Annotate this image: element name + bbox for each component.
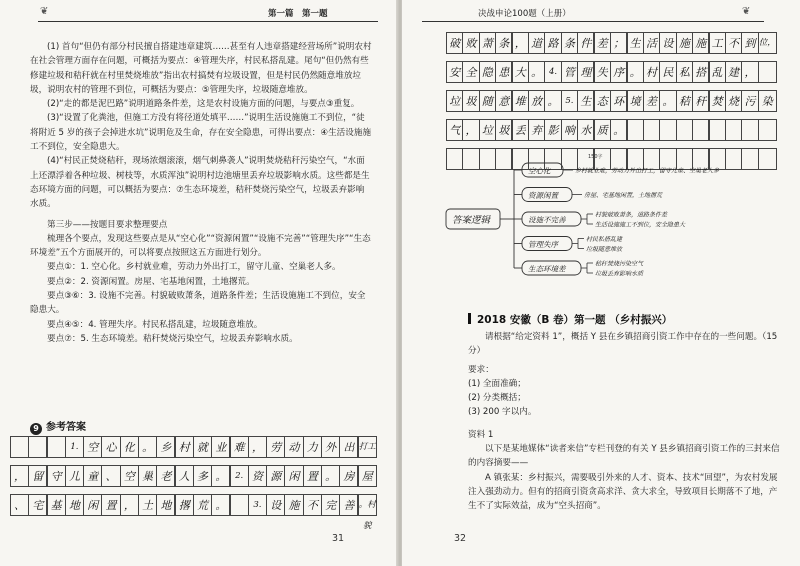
grid-cell: 业	[211, 436, 230, 458]
grid-cell: 心	[101, 436, 120, 458]
grid-cell: 水	[577, 119, 594, 141]
grid-cell: 置	[101, 494, 120, 516]
grid-cell: 撂	[175, 494, 194, 516]
grid-cell: 活	[643, 32, 660, 54]
grid-cell: 秆	[692, 90, 709, 112]
grid-cell	[758, 61, 777, 83]
grid-cell: 生	[627, 32, 644, 54]
answer-number: 9	[30, 423, 42, 435]
analysis-paragraph: (4)“村民正焚烧秸秆，现场浓烟滚滚，烟气刺鼻袭人”说明焚烧秸秆污染空气，“水面上还漂浮着各种垃圾、树枝等，水质浑浊”说明村边池塘里丢弃垃圾影响水质。这些都是生态环境方面的问题，可以概括为要点：⑦生态环境差，秸秆焚烧污染空气，垃圾丢弃影响水质。	[30, 156, 370, 210]
requirement-item: (3) 200 字以内。	[468, 407, 537, 418]
detail-text: 房屋、宅基地闲置，土地撂荒	[584, 192, 663, 199]
grid-cell: 多	[193, 465, 212, 487]
grid-cell: ，	[120, 494, 139, 516]
grid-cell: 。	[627, 61, 644, 83]
grid-cell: 管	[561, 61, 578, 83]
grid-cell: 资	[248, 465, 267, 487]
grid-cell: 乱	[709, 61, 726, 83]
grid-cell: 设	[659, 32, 676, 54]
grid-cell: 4.	[544, 61, 561, 83]
grid-cell: 污	[741, 90, 758, 112]
branch-label: 设施不完善	[528, 215, 566, 225]
grid-cell: 秸	[676, 90, 693, 112]
grid-cell: 就	[193, 436, 212, 458]
grid-cell: 宅	[28, 494, 47, 516]
grid-cell	[741, 119, 758, 141]
grid-cell: 。	[659, 90, 676, 112]
step-intro: 梳理各个要点，发现这些要点是从“空心化”“资源闲置”“设施不完善”“管理失序”“生态环境差”五个方面展开的，可以将要点按照这五方面进行划分。	[30, 233, 371, 259]
grid-cell: 施	[284, 494, 303, 516]
leaf-ornament-icon: ❦	[742, 6, 751, 17]
grid-cell: 施	[676, 32, 693, 54]
grid-cell: 力	[303, 436, 322, 458]
material-label: 资料 1	[468, 429, 494, 440]
section-heading	[468, 312, 672, 327]
grid-cell: ，	[462, 119, 479, 141]
grid-cell	[692, 119, 709, 141]
grid-cell: 空	[120, 465, 139, 487]
grid-cell: 施	[692, 32, 709, 54]
grid-cell: 理	[577, 61, 594, 83]
grid-cell: 基	[47, 494, 66, 516]
grid-cell: 难	[230, 436, 249, 458]
grid-cell: 外	[321, 436, 340, 458]
grid-cell: 隐	[479, 61, 496, 83]
grid-cell: 败	[462, 32, 479, 54]
grid-cell: 垃	[446, 90, 463, 112]
grid-cell: 搭	[692, 61, 709, 83]
detail-text: 秸秆焚烧污染空气	[595, 260, 644, 268]
grid-cell: 失	[594, 61, 611, 83]
heading-bar	[468, 313, 471, 324]
leaf-ornament-icon: ❦	[40, 6, 49, 17]
answer-grid-right	[446, 32, 776, 177]
grid-cell: 圾	[462, 90, 479, 112]
step-title: 第三步——按题目要求整理要点	[47, 219, 168, 230]
analysis-paragraph: (1) 首句“但仍有部分村民擅自搭建违章建筑……甚至有人违章搭建经营场所”说明农村在社会管理方面存在问题，可概括为要点：④管理失序，村民私搭乱建。尾句“但仍然有些修建垃圾和秸秆就在村里焚烧堆放”指出农村搞焚有垃圾设置，但是村民仍然随意堆放垃圾，说明农村的管理不到位，可概括为要点：⑤管理失序，垃圾随意堆放。	[30, 42, 372, 95]
grid-cell: 弃	[528, 119, 545, 141]
grid-cell: 。	[211, 465, 230, 487]
word-count-label: 150字	[588, 154, 603, 160]
grid-cell: 私	[676, 61, 693, 83]
grid-cell: 儿	[65, 465, 84, 487]
grid-cell: 垃	[479, 119, 496, 141]
grid-cell: 设	[266, 494, 285, 516]
grid-cell: 气	[446, 119, 463, 141]
detail-text: 村貌破败萧条，道路条件差	[595, 211, 668, 219]
grid-cell	[47, 436, 66, 458]
grid-cell: ，	[10, 465, 29, 487]
grid-cell: 劳	[266, 436, 285, 458]
analysis-text	[30, 40, 372, 346]
detail-text: 乡村就业难，劳动力外出打工，留守儿童、空巢老人多	[575, 167, 720, 175]
grid-cell: 土	[138, 494, 157, 516]
grid-cell: 2.	[230, 465, 249, 487]
grid-cell: 。	[528, 61, 545, 83]
grid-cell: 烧	[725, 90, 742, 112]
detail-text: 垃圾丢弃影响水质	[595, 270, 644, 278]
material-paragraph: 以下是某地媒体“读者来信”专栏刊登的有关 Y 县乡镇招商引资工作的三封来信的内容摘要——	[468, 444, 780, 469]
grid-cell	[10, 436, 29, 458]
root-label: 答案逻辑	[452, 215, 491, 226]
grid-cell: 破	[446, 32, 463, 54]
grid-cell: 民	[659, 61, 676, 83]
grid-cell: 、	[101, 465, 120, 487]
grid-cell: 出	[339, 436, 358, 458]
grid-cell: 闲	[83, 494, 102, 516]
analysis-paragraph: (2)“走的都是泥巴路”说明道路条件差，这是农村设施方面的问题，与要点③重复。	[47, 99, 360, 110]
grid-cell	[28, 436, 47, 458]
section-title-text: 2018 安徽（B 卷）第一题	[477, 314, 606, 326]
point-item: 要点④⑤：4. 管理失序。村民私搭乱建，垃圾随意堆放。	[47, 319, 263, 330]
grid-cell: 全	[462, 61, 479, 83]
grid-cell: 染	[758, 90, 777, 112]
grid-cell: 动	[284, 436, 303, 458]
grid-cell	[758, 119, 777, 141]
grid-cell: 置	[303, 465, 322, 487]
branch-label: 管理失序	[528, 240, 558, 249]
grid-cell: 村	[175, 436, 194, 458]
grid-cell: 1.	[65, 436, 84, 458]
grid-cell: 随	[479, 90, 496, 112]
grid-cell: 老	[156, 465, 175, 487]
detail-text: 生活设施施工不到位，安全隐患大	[595, 221, 686, 229]
grid-cell: 房	[339, 465, 358, 487]
answer-grid-left	[10, 436, 376, 531]
grid-cell	[230, 494, 249, 516]
grid-cell: 不	[303, 494, 322, 516]
branch-label: 空心化	[528, 166, 551, 176]
branch-label: 生态环境差	[528, 264, 566, 274]
grid-cell: 5.	[561, 90, 578, 112]
grid-cell: 环	[610, 90, 627, 112]
grid-cell: 圾	[495, 119, 512, 141]
grid-cell: 守	[47, 465, 66, 487]
grid-cell: 工	[709, 32, 726, 54]
grid-cell: 影	[544, 119, 561, 141]
grid-cell: 空	[83, 436, 102, 458]
grid-cell: 丢	[512, 119, 529, 141]
grid-cell: 完	[321, 494, 340, 516]
point-item: 要点②：2. 资源闲置。房屋、宅基地闲置，土地撂荒。	[47, 276, 255, 287]
material-paragraph: A 镇张某：乡村振兴，需要吸引外来的人才、资本、技术“回望”，为农村发展注入强劲动力。但有的招商引资贪高求洋、贪大求全，导致项目长期落不了地，产生不了实际效益，成为“空头招商”。	[468, 472, 778, 512]
grid-cell: 地	[156, 494, 175, 516]
grid-cell: ，	[248, 436, 267, 458]
grid-cell: 焚	[709, 90, 726, 112]
grid-cell	[659, 119, 676, 141]
page-number-left: 31	[332, 533, 345, 544]
grid-cell: 、	[10, 494, 29, 516]
grid-cell	[627, 119, 644, 141]
answer-mindmap	[442, 160, 792, 278]
page-number-right: 32	[454, 533, 467, 544]
requirement-item: (2) 分类概括；	[468, 393, 526, 404]
grid-cell: 巢	[138, 465, 157, 487]
grid-cell: 件	[577, 32, 594, 54]
grid-cell: 。	[544, 90, 561, 112]
grid-cell: 。	[610, 119, 627, 141]
answer-title: 参考答案	[46, 422, 86, 433]
branch-label: 资源闲置	[528, 191, 558, 200]
grid-cell: 差	[643, 90, 660, 112]
grid-cell: 善	[339, 494, 358, 516]
grid-cell	[676, 119, 693, 141]
grid-cell: 道	[528, 32, 545, 54]
grid-cell: 到	[741, 32, 758, 54]
grid-cell: 。	[138, 436, 157, 458]
grid-cell: 条	[495, 32, 512, 54]
grid-cell: ；	[610, 32, 627, 54]
grid-cell: 响	[561, 119, 578, 141]
grid-cell	[643, 119, 660, 141]
grid-cell: 。村貌	[358, 494, 377, 516]
grid-cell	[709, 119, 726, 141]
grid-cell: 乡	[156, 436, 175, 458]
grid-cell: 。	[321, 465, 340, 487]
grid-cell: 源	[266, 465, 285, 487]
left-header	[0, 0, 398, 20]
grid-cell: 屋	[358, 465, 377, 487]
grid-cell: 意	[495, 90, 512, 112]
grid-cell: 境	[627, 90, 644, 112]
book-title: 决战申论100题（上册）	[478, 9, 571, 19]
question-block	[468, 330, 780, 514]
right-page	[402, 0, 800, 566]
point-item: 要点③⑥：3. 设施不完善。村貌破败萧条，道路条件差；生活设施施工不到位，安全隐患大。	[30, 291, 366, 316]
grid-cell: 人	[175, 465, 194, 487]
right-header	[402, 0, 800, 20]
analysis-paragraph: (3)“设置了化粪池，但施工方没有将径道处填平……”说明生活设施施工不到位，“徒将附近 5 岁的孩子会掉进水坑”说明危及生命，存在安全隐患，可得出要点：④生活设施施工不到位，安全隐患大。	[30, 113, 372, 153]
grid-cell: 建	[725, 61, 742, 83]
grid-cell: 留	[28, 465, 47, 487]
answer-heading	[30, 418, 86, 435]
grid-cell: 态	[594, 90, 611, 112]
grid-cell: 萧	[479, 32, 496, 54]
grid-cell: 荒	[193, 494, 212, 516]
detail-text: 垃圾随意堆放	[586, 246, 623, 253]
grid-cell: ，	[741, 61, 758, 83]
section-tag: （乡村振兴）	[609, 314, 673, 326]
grid-cell: 打工	[358, 436, 377, 458]
requirements-label: 要求：	[468, 364, 494, 375]
chapter-title: 第一篇 第一题	[268, 9, 328, 19]
grid-cell: 生	[577, 90, 594, 112]
grid-cell: 堆	[512, 90, 529, 112]
point-item: 要点①：1. 空心化。乡村就业难，劳动力外出打工，留守儿童、空巢老人多。	[47, 262, 341, 273]
requirement-item: (1) 全面准确；	[468, 378, 526, 389]
grid-cell: 质	[594, 119, 611, 141]
left-page	[0, 0, 398, 566]
grid-cell: 3.	[248, 494, 267, 516]
grid-cell: 差	[594, 32, 611, 54]
grid-cell: 童	[83, 465, 102, 487]
grid-cell: 患	[495, 61, 512, 83]
grid-cell: 位，	[758, 32, 777, 54]
grid-cell: 闲	[284, 465, 303, 487]
grid-cell: 条	[561, 32, 578, 54]
grid-cell: 序	[610, 61, 627, 83]
grid-cell: 地	[65, 494, 84, 516]
grid-cell: 村	[643, 61, 660, 83]
grid-cell: 不	[725, 32, 742, 54]
question-text: 请根据“给定资料 1”，概括 Y 县在乡镇招商引资工作中存在的一些问题。（15 分）	[468, 332, 778, 357]
grid-cell	[725, 119, 742, 141]
grid-cell: 放	[528, 90, 545, 112]
grid-cell: ，	[512, 32, 529, 54]
grid-cell: 化	[120, 436, 139, 458]
grid-cell: 。	[211, 494, 230, 516]
grid-cell: 路	[544, 32, 561, 54]
grid-cell: 大	[512, 61, 529, 83]
detail-text: 村民私搭乱建	[586, 236, 623, 243]
point-item: 要点⑦：5. 生态环境差。秸秆焚烧污染空气，垃圾丢弃影响水质。	[47, 333, 298, 344]
grid-cell: 安	[446, 61, 463, 83]
